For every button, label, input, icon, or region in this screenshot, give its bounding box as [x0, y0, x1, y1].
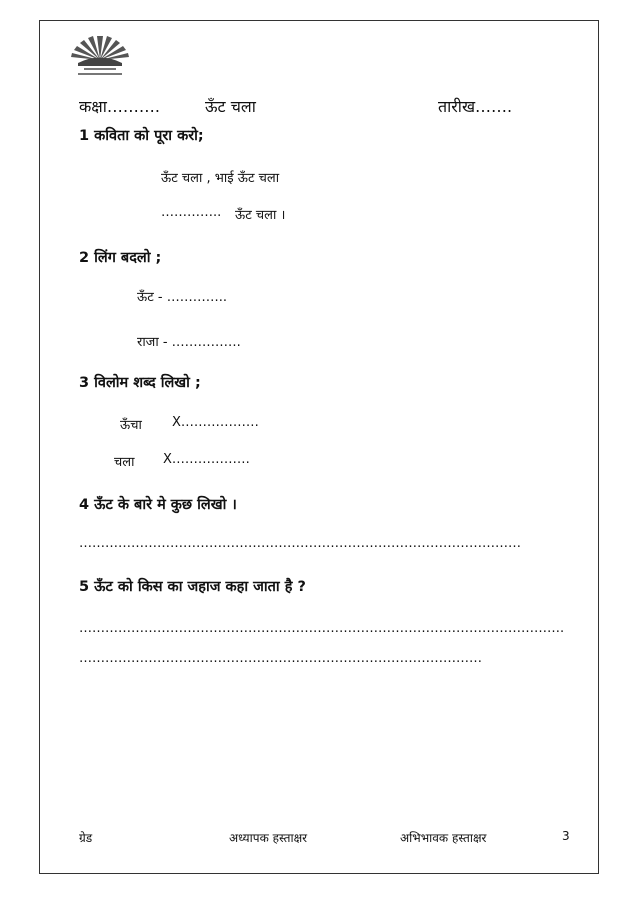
question-1-heading: 1 कविता को पूरा करो;: [79, 128, 204, 144]
class-label: कक्षा……….: [79, 97, 160, 116]
parent-signature-label: अभिभावक हस्ताक्षर: [400, 831, 487, 845]
question-5-answer-line-2: …………………………………………………………………………………: [79, 651, 482, 666]
question-3-heading: 3 विलोम शब्द लिखो ;: [79, 375, 201, 391]
poem-line-1: ऊँट चला , भाई ऊँट चला: [161, 171, 280, 186]
question-5-answer-line-1: ………………………………………………………………………………………………….: [79, 621, 565, 636]
grade-label: ग्रेड: [79, 831, 93, 845]
date-label: तारीख…….: [438, 97, 513, 116]
antonym-answer-1: X………………: [172, 415, 259, 430]
antonym-word-2: चला: [114, 455, 135, 470]
page-number: 3: [562, 829, 570, 843]
lesson-title: ऊँट चला: [205, 97, 256, 116]
antonym-answer-2: X………………: [163, 452, 250, 467]
teacher-signature-label: अध्यापक हस्ताक्षर: [229, 831, 308, 845]
question-2-heading: 2 लिंग बदलो ;: [79, 250, 162, 266]
poem-line-2-end: ऊँट चला ।: [235, 208, 286, 223]
page-border: [39, 20, 599, 874]
poem-blank: …………..: [161, 205, 222, 220]
gender-item-king: राजा - …………….: [137, 335, 241, 350]
gender-item-camel: ऊँट - …………..: [137, 290, 227, 305]
antonym-word-1: ऊँचा: [120, 418, 142, 433]
question-5-heading: 5 ऊँट को किस का जहाज कहा जाता है ?: [79, 579, 306, 595]
question-4-answer-line: …………………………………………………………………………………………: [79, 536, 521, 551]
kvs-logo: [64, 30, 136, 82]
question-4-heading: 4 ऊँट के बारे मे कुछ लिखो ।: [79, 497, 237, 513]
